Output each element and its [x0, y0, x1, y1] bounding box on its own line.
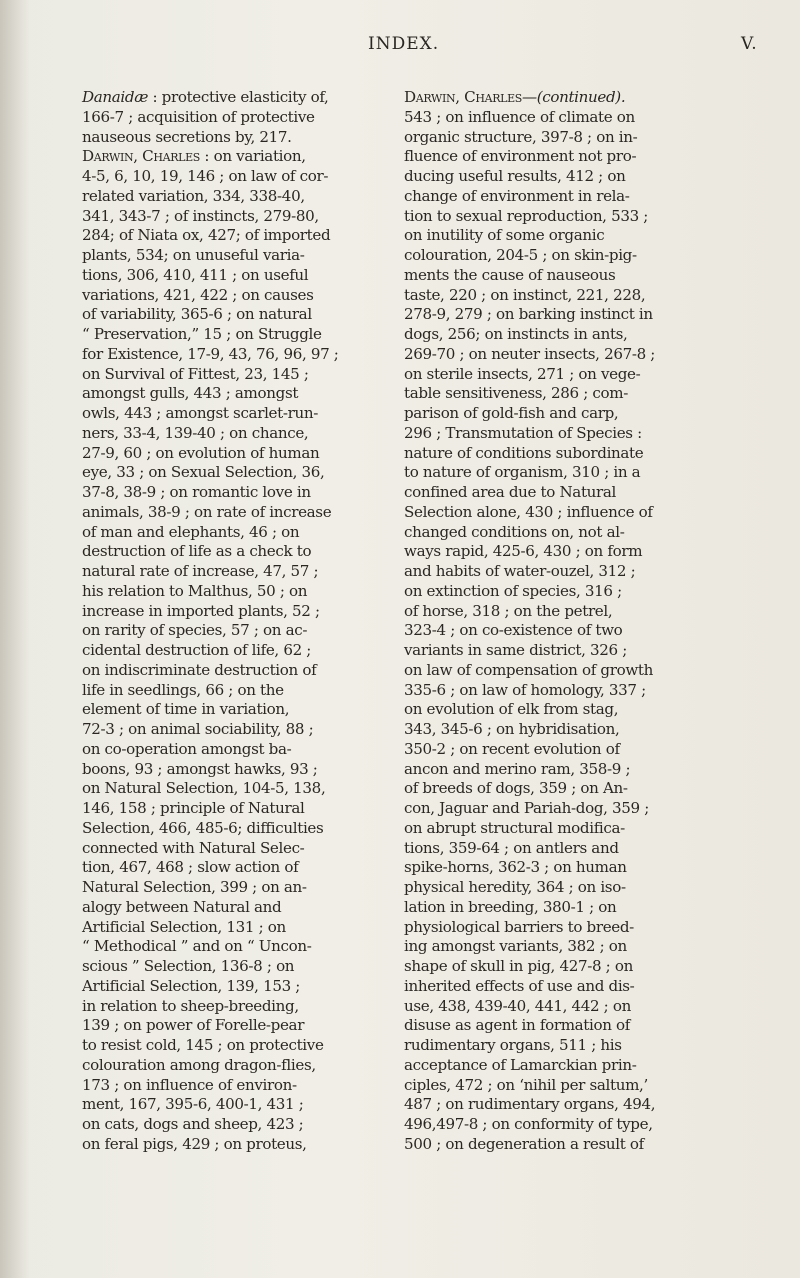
index-line: element of time in variation,: [82, 700, 290, 719]
index-line: rudimentary organs, 511 ; his: [404, 1036, 622, 1054]
index-line: ment, 167, 395-6, 400-1, 431 ;: [82, 1095, 304, 1114]
index-line: use, 438, 439-40, 441, 442 ; on: [404, 996, 631, 1015]
index-line: 496,497-8 ; on conformity of type,: [404, 1115, 653, 1133]
index-line: ways rapid, 425-6, 430 ; on form: [404, 542, 643, 561]
index-line: Artificial Selection, 139, 153 ;: [82, 976, 301, 995]
index-line: on sterile insects, 271 ; on vege-: [404, 364, 641, 383]
index-line: on inutility of some organic: [404, 226, 605, 245]
index-line: 335-6 ; on law of homology, 337 ;: [404, 680, 646, 699]
index-line: ners, 33-4, 139-40 ; on chance,: [82, 423, 309, 442]
headword-suffix: : protective elasticity of,: [148, 88, 329, 106]
index-line: ciples, 472 ; on ‘nihil per saltum,’: [404, 1075, 648, 1094]
index-line: on abrupt structural modifica-: [404, 818, 625, 837]
headword: Darwin, Charles: [82, 147, 200, 166]
index-line: on evolution of elk from stag,: [404, 700, 619, 719]
index-line: 296 ; Transmutation of Species :: [404, 423, 642, 442]
index-column-left: [82, 88, 384, 1155]
index-line: [82, 147, 384, 167]
index-line: colouration among dragon-flies,: [82, 1055, 316, 1074]
index-line: his relation to Malthus, 50 ; on: [82, 581, 308, 600]
index-line: organic structure, 397-8 ; on in-: [404, 127, 638, 146]
index-line: on Natural Selection, 104-5, 138,: [82, 779, 326, 798]
running-header: [0, 34, 800, 58]
index-line: 487 ; on rudimentary organs, 494,: [404, 1095, 656, 1114]
index-line: ing amongst variants, 382 ; on: [404, 937, 627, 956]
index-line: nature of conditions subordinate: [404, 443, 644, 462]
header-title: INDEX.: [368, 34, 440, 54]
index-line: amongst gulls, 443 ; amongst: [82, 384, 299, 403]
index-line: Selection alone, 430 ; influence of: [404, 502, 653, 521]
index-line: parison of gold-fish and carp,: [404, 404, 619, 422]
index-line: taste, 220 ; on instinct, 221, 228,: [404, 285, 646, 304]
index-line: variants in same district, 326 ;: [404, 641, 627, 659]
index-line: variations, 421, 422 ; on causes: [82, 285, 314, 304]
index-line: on cats, dogs and sheep, 423 ;: [82, 1115, 304, 1133]
index-line: boons, 93 ; amongst hawks, 93 ;: [82, 759, 318, 778]
index-line: con, Jaguar and Pariah-dog, 359 ;: [404, 799, 649, 817]
index-line: ducing useful results, 412 ; on: [404, 167, 626, 185]
index-line: animals, 38-9 ; on rate of increase: [82, 502, 332, 521]
index-line: 4-5, 6, 10, 19, 146 ; on law of cor-: [82, 167, 329, 185]
index-line: Natural Selection, 399 ; on an-: [82, 878, 307, 896]
index-line: on co-operation amongst ba-: [82, 739, 292, 758]
index-line: 323-4 ; on co-existence of two: [404, 621, 623, 640]
headword: Darwin, Charles: [404, 88, 522, 106]
index-line: physical heredity, 364 ; on iso-: [404, 878, 626, 896]
index-line: destruction of life as a check to: [82, 542, 312, 561]
index-column-right: [404, 88, 706, 1155]
index-line: and habits of water-ouzel, 312 ;: [404, 562, 636, 580]
index-line: of horse, 318 ; on the petrel,: [404, 601, 613, 620]
index-line: tion to sexual reproduction, 533 ;: [404, 206, 649, 225]
index-line: lation in breeding, 380-1 ; on: [404, 897, 617, 916]
index-line: ments the cause of nauseous: [404, 265, 616, 284]
index-line: to nature of organism, 310 ; in a: [404, 463, 641, 482]
index-line: disuse as agent in formation of: [404, 1016, 631, 1035]
index-line: on indiscriminate destruction of: [82, 660, 317, 679]
index-line: owls, 443 ; amongst scarlet-run-: [82, 404, 318, 422]
index-line: 166-7 ; acquisition of protective: [82, 107, 315, 126]
index-line: inherited effects of use and dis-: [404, 976, 635, 995]
index-line: “ Methodical ” and on “ Uncon-: [82, 937, 312, 956]
index-line: [404, 88, 706, 108]
index-line: “ Preservation,” 15 ; on Struggle: [82, 325, 322, 343]
index-line: 269-70 ; on neuter insects, 267-8 ;: [404, 344, 656, 363]
index-line: physiological barriers to breed-: [404, 917, 634, 936]
index-line: 72-3 ; on animal sociability, 88 ;: [82, 720, 314, 738]
index-line: cidental destruction of life, 62 ;: [82, 641, 312, 659]
index-line: 350-2 ; on recent evolution of: [404, 739, 620, 758]
index-line: 343, 345-6 ; on hybridisation,: [404, 720, 620, 738]
index-line: 146, 158 ; principle of Natural: [82, 799, 305, 817]
index-line: of man and elephants, 46 ; on: [82, 522, 300, 541]
index-line: 27-9, 60 ; on evolution of human: [82, 443, 320, 462]
index-line: tions, 359-64 ; on antlers and: [404, 838, 619, 857]
index-line: shape of skull in pig, 427-8 ; on: [404, 957, 633, 975]
index-line: change of environment in rela-: [404, 186, 630, 205]
page-number: V.: [741, 34, 758, 54]
index-line: 173 ; on influence of environ-: [82, 1075, 297, 1094]
index-line: 37-8, 38-9 ; on romantic love in: [82, 483, 311, 501]
index-line: eye, 33 ; on Sexual Selection, 36,: [82, 463, 325, 482]
index-line: life in seedlings, 66 ; on the: [82, 680, 284, 699]
headword: Danaidæ: [82, 88, 149, 106]
headword-suffix: : on variation,: [199, 147, 306, 166]
index-line: to resist cold, 145 ; on protective: [82, 1036, 324, 1054]
index-line: acceptance of Lamarckian prin-: [404, 1055, 637, 1074]
index-line: table sensitiveness, 286 ; com-: [404, 384, 628, 403]
index-line: related variation, 334, 338-40,: [82, 186, 305, 205]
index-line: 139 ; on power of Forelle-pear: [82, 1016, 305, 1035]
index-line: Artificial Selection, 131 ; on: [82, 917, 286, 936]
index-line: spike-horns, 362-3 ; on human: [404, 858, 627, 877]
index-line: on feral pigs, 429 ; on proteus,: [82, 1134, 307, 1153]
index-line: for Existence, 17-9, 43, 76, 96, 97 ;: [82, 344, 339, 363]
index-line: [82, 88, 384, 108]
index-line: alogy between Natural and: [82, 897, 282, 916]
index-line: plants, 534; on unuseful varia-: [82, 246, 305, 264]
index-line: on Survival of Fittest, 23, 145 ;: [82, 364, 309, 383]
index-line: dogs, 256; on instincts in ants,: [404, 325, 628, 343]
index-line: of breeds of dogs, 359 ; on An-: [404, 779, 628, 798]
index-line: confined area due to Natural: [404, 483, 617, 501]
index-line: ancon and merino ram, 358-9 ;: [404, 759, 631, 778]
index-line: 284; of Niata ox, 427; of imported: [82, 226, 331, 245]
index-line: 543 ; on influence of climate on: [404, 107, 635, 126]
index-line: changed conditions on, not al-: [404, 522, 625, 541]
headword-suffix: —(continued).: [521, 88, 626, 106]
index-line: tions, 306, 410, 411 ; on useful: [82, 265, 309, 284]
index-line: connected with Natural Selec-: [82, 838, 305, 857]
index-line: colouration, 204-5 ; on skin-pig-: [404, 246, 637, 264]
index-line: on rarity of species, 57 ; on ac-: [82, 621, 308, 640]
index-line: in relation to sheep-breeding,: [82, 996, 299, 1015]
spine-shadow: [0, 0, 30, 1278]
index-line: tion, 467, 468 ; slow action of: [82, 858, 299, 877]
index-line: increase in imported plants, 52 ;: [82, 601, 320, 620]
index-line: Selection, 466, 485-6; difficulties: [82, 818, 324, 837]
index-line: scious ” Selection, 136-8 ; on: [82, 957, 295, 975]
index-line: nauseous secretions by, 217.: [82, 127, 292, 146]
index-line: fluence of environment not pro-: [404, 147, 637, 166]
index-line: on law of compensation of growth: [404, 660, 653, 679]
index-line: natural rate of increase, 47, 57 ;: [82, 562, 319, 580]
index-line: 341, 343-7 ; of instincts, 279-80,: [82, 206, 319, 225]
index-line: on extinction of species, 316 ;: [404, 581, 622, 600]
index-line: 500 ; on degeneration a result of: [404, 1134, 644, 1153]
index-line: 278-9, 279 ; on barking instinct in: [404, 305, 653, 324]
index-line: of variability, 365-6 ; on natural: [82, 305, 312, 324]
